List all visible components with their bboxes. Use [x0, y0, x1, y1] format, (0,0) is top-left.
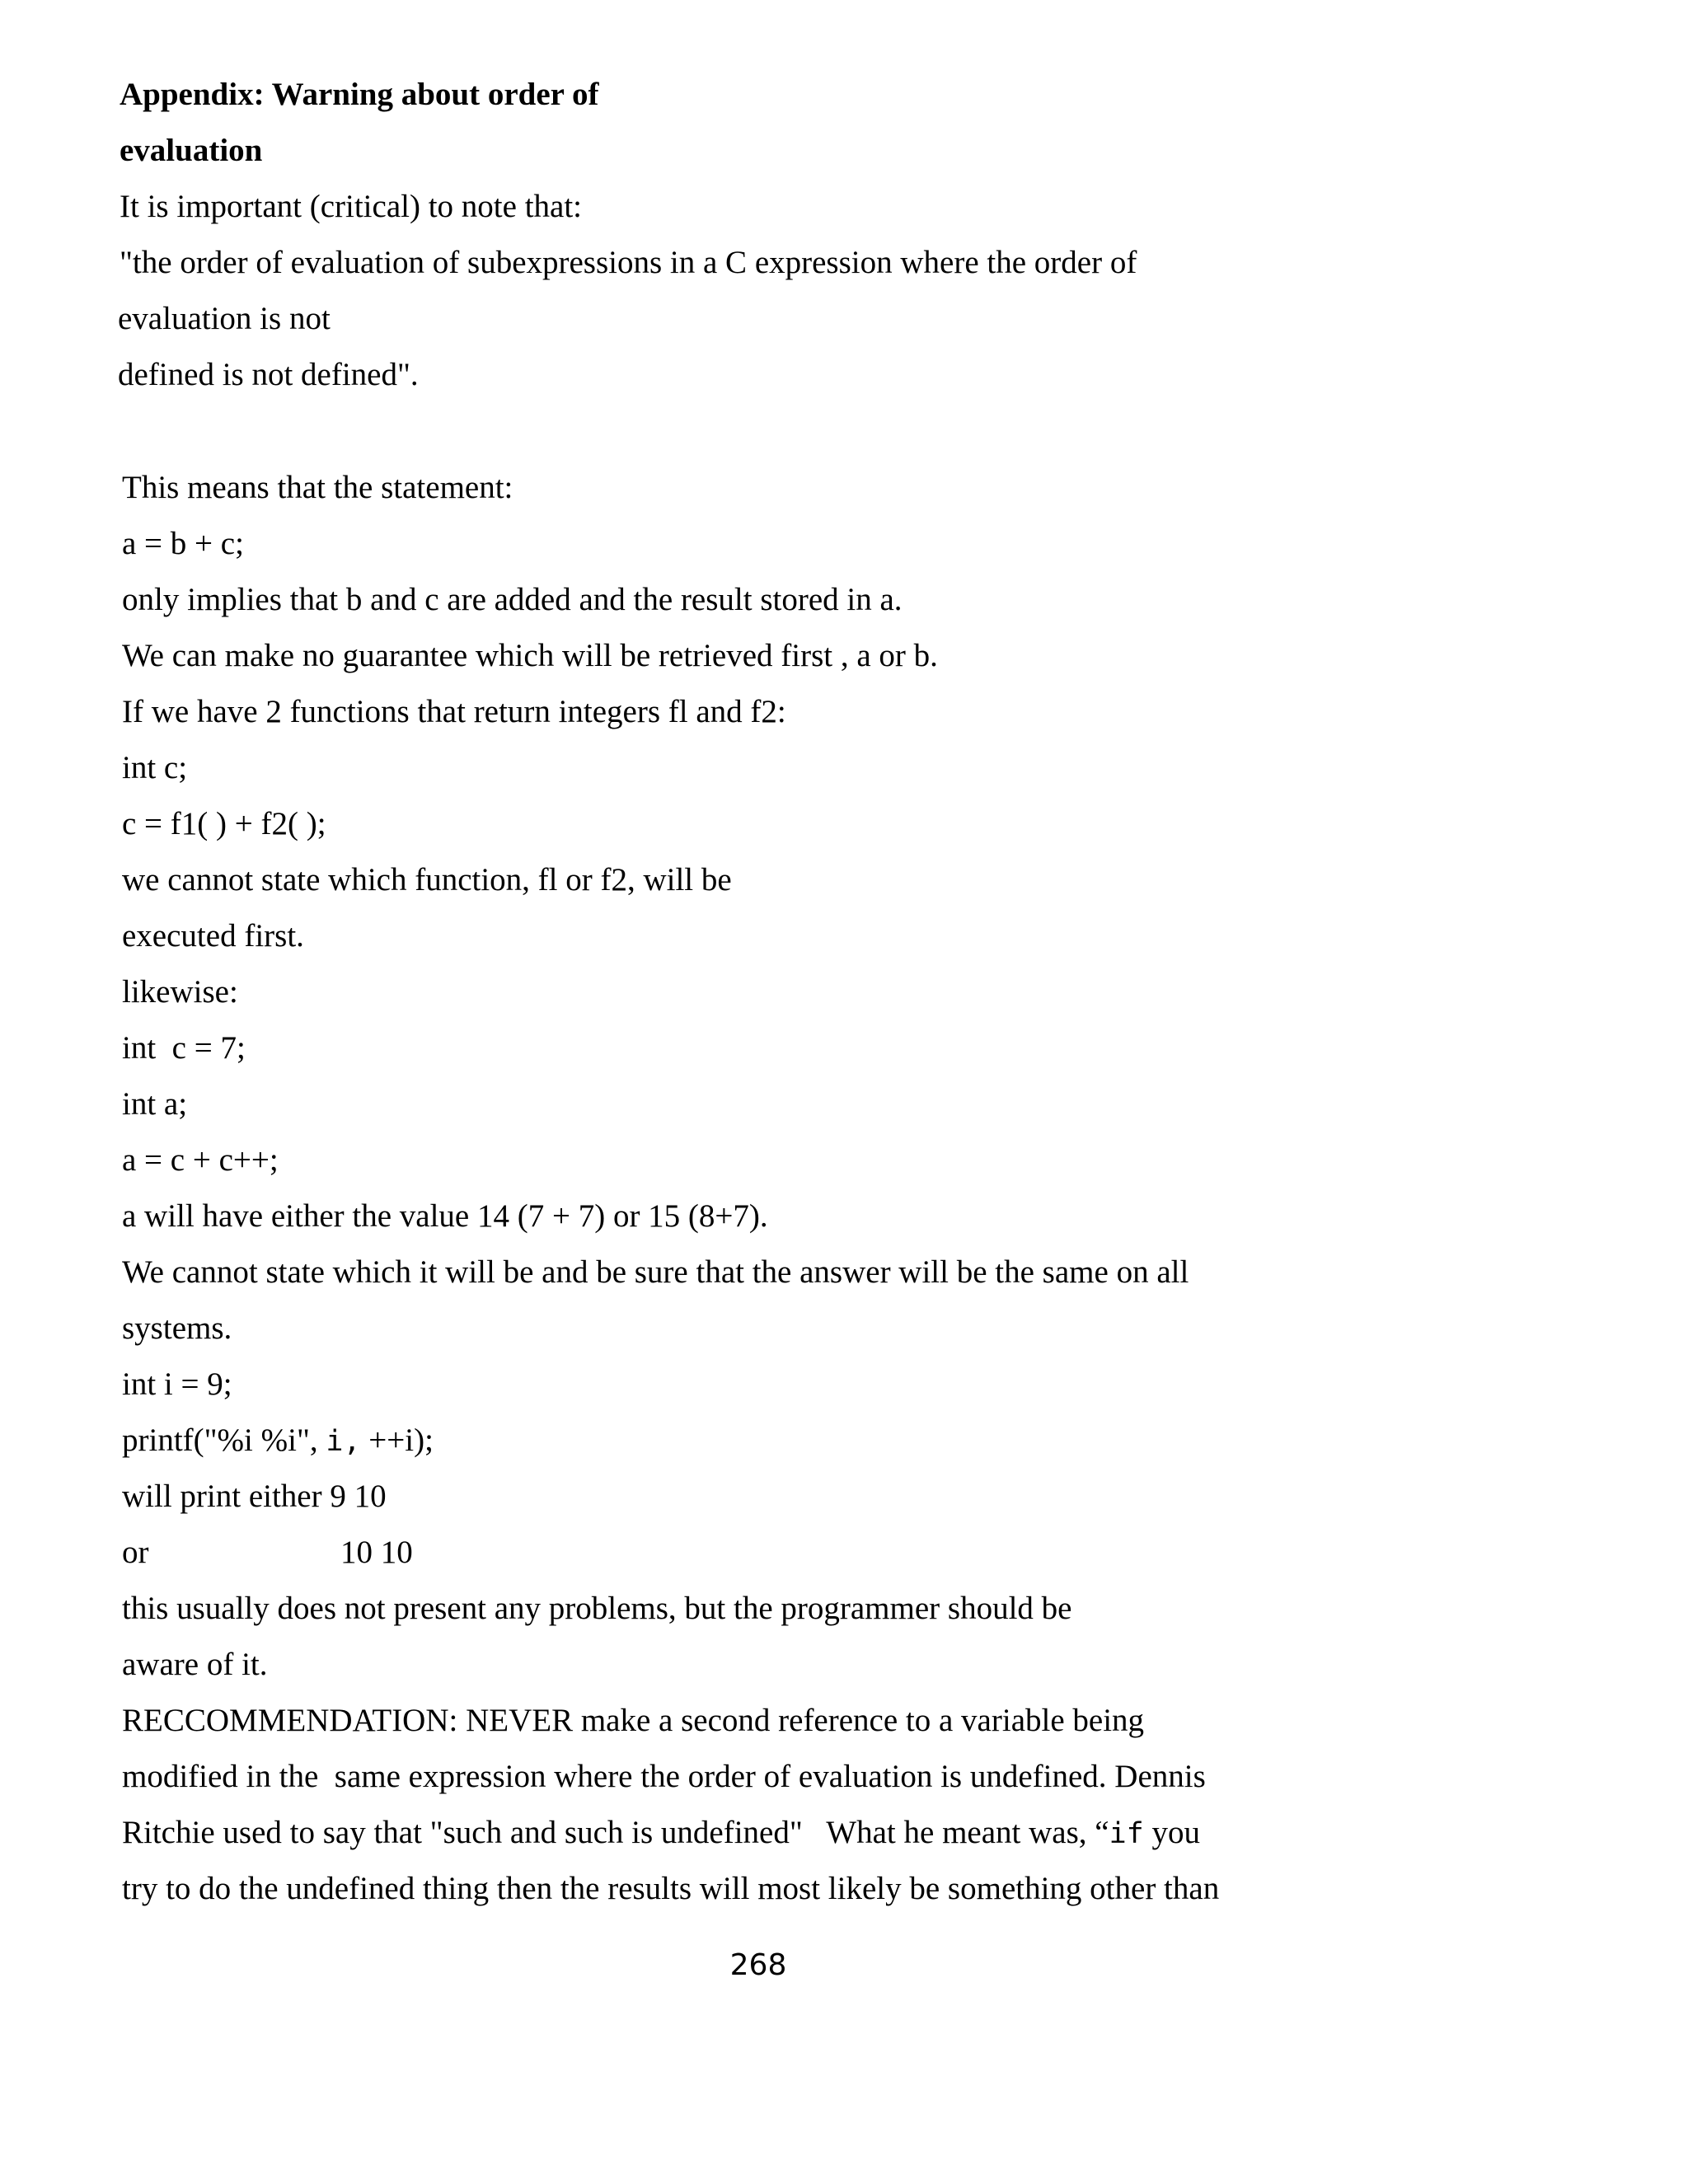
intro-line: "the order of evaluation of subexpressions in a C expression where the order of	[120, 245, 1137, 280]
body-line: this usually does not present any problems, but the programmer should be	[122, 1591, 1072, 1626]
code-line: c = f1( ) + f2( );	[122, 806, 326, 841]
body-line: executed first.	[122, 918, 304, 954]
body-line: try to do the undefined thing then the results will most likely be something other than	[122, 1871, 1220, 1906]
recommendation-line: RECCOMMENDATION: NEVER make a second reference to a variable being	[122, 1703, 1145, 1738]
body-line: aware of it.	[122, 1647, 268, 1682]
section-heading-line-1: Appendix: Warning about order of	[120, 77, 599, 112]
ritchie-quote-end: you	[1143, 1815, 1200, 1850]
body-line: We cannot state which it will be and be sure that the answer will be the same on all	[122, 1254, 1189, 1290]
code-line: int c;	[122, 750, 188, 785]
body-line: only implies that b and c are added and the result stored in a.	[122, 582, 903, 617]
printf-code-arg: i,	[326, 1425, 361, 1458]
section-heading-line-2: evaluation	[120, 133, 263, 168]
body-line: likewise:	[122, 974, 238, 1010]
ritchie-quote-keyword: if	[1109, 1817, 1144, 1850]
printf-code-line	[122, 1420, 434, 1462]
code-line: int a;	[122, 1086, 188, 1122]
intro-line: evaluation is not	[118, 301, 331, 336]
body-line: This means that the statement:	[122, 470, 513, 505]
body-line: a will have either the value 14 (7 + 7) or 15 (8+7).	[122, 1198, 768, 1234]
ritchie-quote-start: Ritchie used to say that "such and such is undefined" What he meant was, “	[122, 1815, 1109, 1850]
body-line: systems.	[122, 1310, 232, 1346]
body-line: will print either 9 10	[122, 1479, 387, 1514]
intro-line: defined is not defined".	[118, 357, 419, 392]
body-line: we cannot state which function, fl or f2, will be	[122, 862, 732, 898]
body-line: We can make no guarantee which will be retrieved first , a or b.	[122, 638, 938, 673]
or-value: 10 10	[340, 1535, 413, 1570]
code-line: int c = 7;	[122, 1030, 246, 1066]
body-line: If we have 2 functions that return integers fl and f2:	[122, 694, 786, 729]
code-line: int i = 9;	[122, 1366, 232, 1402]
ritchie-quote-line	[122, 1812, 1200, 1854]
code-line: a = b + c;	[122, 526, 244, 561]
intro-line: It is important (critical) to note that:	[120, 189, 583, 224]
body-line: modified in the same expression where the order of evaluation is undefined. Dennis	[122, 1759, 1206, 1794]
printf-code-end: ++i);	[360, 1422, 434, 1458]
code-line: a = c + c++;	[122, 1142, 279, 1178]
page-number: 268	[729, 1948, 787, 1982]
or-word: or	[122, 1535, 149, 1570]
printf-code-start: printf("%i %i",	[122, 1422, 326, 1458]
